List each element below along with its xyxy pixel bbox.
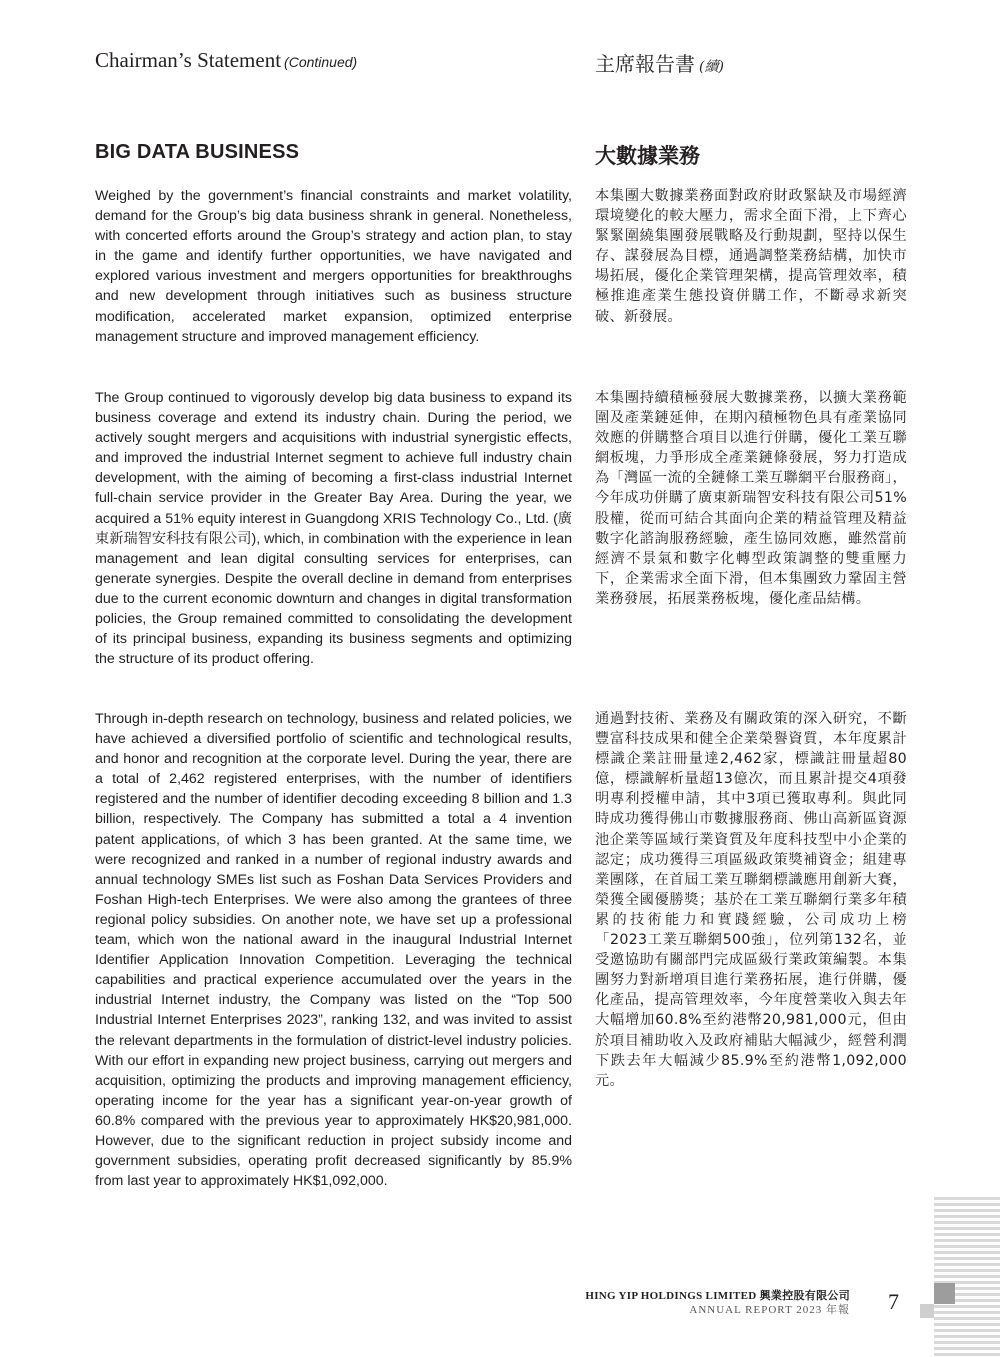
paragraph-en-3: Through in-depth research on technology, business and related policies, we have achieved a diversified portfolio of scientific and technological results, and honor and recognition at the corporate level. During the year, there are a total of 2,462 registered enterprises, with the number of identifiers registered and the number of identifier decoding exceeding 8 billion and 1.3 billion, respectively. The Company has submitted a total a 4 invention patent applications, of which 3 has been granted. At the same time, we were recognized and ranked in a number of regional industry awards and annual technology SMEs list such as Foshan Data Services Providers and Foshan High-tech Enterprises. We were also among the grantees of three regional policy subsidies. On another note, we have set up a professional team, which won the national award in the inaugural Industrial Internet Identifier Application Innovation Competition. Leveraging the technical capabilities and practical experience accumulated over the years in the industrial Internet industry, the Company was listed on the “Top 500 Industrial Internet Enterprises 2023”, ranking 132, and was invited to assist the relevant departments in the formulation of district-level industry policies. With our effort in expanding new project business, carrying out mergers and acquisition, optimizing the products and improving management efficiency, operating income for the year has a significant year-on-year growth of 60.8% compared with the previous year to approximately HK$20,981,000. However, due to the significant reduction in project subsidy income and government subsidies, operating profit decreased significantly by 85.9% from last year to approximately HK$1,092,000. xyxy=(95,711,572,1190)
footer-report-title: ANNUAL REPORT 2023 年報 xyxy=(689,1304,850,1316)
header-continued-en: (Continued) xyxy=(284,54,358,70)
paragraph-zh-3: 通過對技術、業務及有關政策的深入研究，不斷豐富科技成果和健全企業榮譽資質，本年度累計標識企業註冊量達2,462家，標識註冊量超80億，標識解析量超13億次，而且累計提交4項發明專利授權申請，其中3項已獲取專利。與此同時成功獲得佛山市數據服務商、佛山高新區資源池企業等區域行業資質及年度科技型中小企業的認定；成功獲得三項區級政策獎補資金；組建專業團隊，在首屆工業互聯網標識應用創新大賽，榮獲全國優勝獎；基於在工業互聯網行業多年積累的技術能力和實踐經驗，公司成功上榜「2023工業互聯網500強」，位列第132名，並受邀協助有關部門完成區級行業政策編製。本集團努力對新增項目進行業務拓展，進行併購，優化產品，提高管理效率，今年度營業收入與去年大幅增加60.8%至約港幣20,981,000元，但由於項目補助收入及政府補貼大幅減少，經營利潤下跌去年大幅減少85.9%至約港幣1,092,000元。 xyxy=(595,711,907,1089)
paragraph-zh-1-block xyxy=(595,186,907,327)
footer-company-name: HING YIP HOLDINGS LIMITED 興業控股有限公司 xyxy=(585,1290,850,1302)
header-title-en: Chairman’s Statement xyxy=(95,48,282,72)
paragraph-en-3-block xyxy=(95,709,572,1191)
paragraph-zh-2: 本集團持續積極發展大數據業務，以擴大業務範圍及產業鏈延伸，在期內積極物色具有產業協同效應的併購整合項目以進行併購，優化工業互聯網板塊，力爭形成全產業鏈條發展，努力打造成為「灣區一流的全鏈條工業互聯網平台服務商」，今年成功併購了廣東新瑞智安科技有限公司51%股權，從而可結合其面向企業的精益管理及精益數字化諮詢服務經驗，產生協同效應，雖然當前經濟不景氣和數字化轉型政策調整的雙重壓力下，企業需求全面下滑，但本集團致力鞏固主營業務發展，拓展業務板塊，優化產品結構。 xyxy=(595,390,907,607)
decorative-square-light xyxy=(920,1304,934,1318)
header-continued-zh: (續) xyxy=(699,59,724,75)
running-header-en xyxy=(95,48,357,73)
decorative-square-dark xyxy=(934,1283,955,1304)
section-heading-zh: 大數據業務 xyxy=(595,144,700,168)
section-heading-en: BIG DATA BUSINESS xyxy=(95,141,300,163)
decorative-stripes xyxy=(934,1197,1000,1357)
paragraph-en-2: The Group continued to vigorously develop big data business to expand its business coverage and extend its industry chain. During the period, we actively sought mergers and acquisitions with industrial synergistic effects, and improved the industrial Internet segment to achieve full industry chain development, with the aiming of becoming a first-class industrial Internet full-chain service provider in the Greater Bay Area. During the year, we acquired a 51% equity interest in Guangdong XRIS Technology Co., Ltd. (廣東新瑞智安科技有限公司), which, in combination with the experience in lean management and lean digital consulting services for enterprises, can generate synergies. Despite the overall decline in demand from enterprises due to the current economic downturn and changes in digital transformation policies, the Group remained committed to consolidating the development of its principal business, expanding its business segments and optimizing the structure of its product offering. xyxy=(95,390,572,668)
page-number: 7 xyxy=(888,1289,899,1314)
running-header-zh xyxy=(595,48,724,77)
paragraph-en-1: Weighed by the government’s financial constraints and market volatility, demand for the Group’s big data business shrank in general. Nonetheless, with concerted efforts around the Group’s strategy and action plan, to stay in the game and identify further opportunities, we have navigated and explored various investment and mergers opportunities for breakthroughs and new development through initiatives such as business structure modification, accelerated market expansion, optimized enterprise management structure and improved management efficiency. xyxy=(95,188,572,345)
paragraph-zh-3-block xyxy=(595,709,907,1091)
paragraph-en-2-block xyxy=(95,388,572,669)
paragraph-en-1-block xyxy=(95,186,572,347)
paragraph-zh-2-block xyxy=(595,388,907,609)
header-title-zh: 主席報告書 xyxy=(595,52,695,76)
paragraph-zh-1: 本集團大數據業務面對政府財政緊缺及市場經濟環境變化的較大壓力，需求全面下滑，上下齊心緊緊圍繞集團發展戰略及行動規劃，堅持以保生存、謀發展為目標，通過調整業務結構，加快市場拓展，優化企業管理架構，提高管理效率，積極推進產業生態投資併購工作，不斷尋求新突破、新發展。 xyxy=(595,188,907,325)
